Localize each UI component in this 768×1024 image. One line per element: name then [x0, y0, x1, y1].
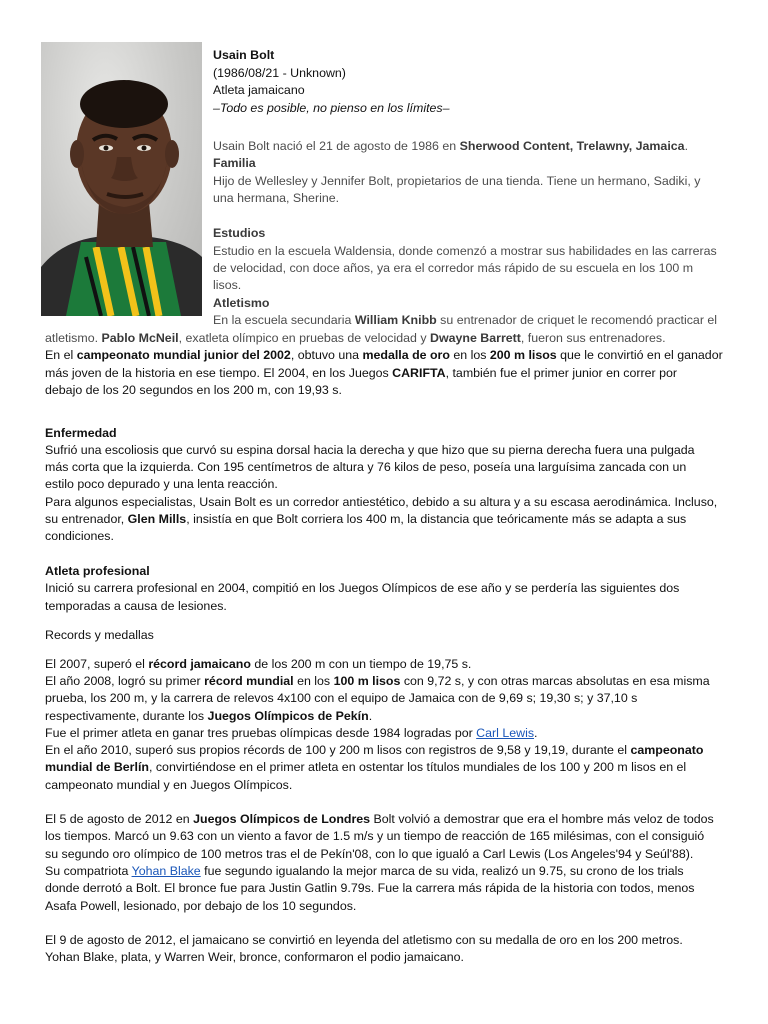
records-line: En el año 2010, superó sus propios récords de 100 y 200 m lisos con registros de 9,58 y 19,19, durante el campeonato: [45, 743, 704, 757]
athlete-photo: [41, 42, 202, 316]
enfermedad-line: Para algunos especialistas, Usain Bolt es un corredor antiestético, debido a su altura y a su escasa aerodinámica. Incluso,: [45, 495, 718, 509]
records-line: El año 2008, logró su primer récord mundial en los 100 m lisos con 9,72 s, y con otras marcas absolutas en esa misma: [45, 674, 710, 688]
enfermedad-line: condiciones.: [45, 529, 114, 543]
enfermedad-line: estilo poco depurado y una lenta reacción.: [45, 477, 278, 491]
records-heading: Records y medallas: [45, 628, 154, 642]
londres-line: El 5 de agosto de 2012 en Juegos Olímpicos de Londres Bolt volvió a demostrar que era el hombre más veloz de todos: [45, 812, 714, 826]
enfermedad-line: Sufrió una escoliosis que curvó su espina dorsal hacia la derecha y que hizo que su pierna derecha fuera una pulgada: [45, 443, 695, 457]
enfermedad-line: más corta que la izquierda. Con 195 centímetros de altura y 76 kilos de peso, poseía una larguísima zancada con un: [45, 460, 687, 474]
enfermedad-line: su entrenador, Glen Mills, insistía en que Bolt corriera los 400 m, la distancia que teóricamente más se adapta a sus: [45, 512, 687, 526]
atletismo-line: En el campeonato mundial junior del 2002, obtuvo una medalla de oro en los 200 m lisos que le convirtió en el ganador: [45, 348, 723, 362]
profile-description: Atleta jamaicano: [213, 83, 305, 97]
records-line: mundial de Berlín, convirtiéndose en el primer atleta en ostentar los títulos mundiales de los 100 y 200 m lisos en el: [45, 760, 687, 774]
londres-line: los tiempos. Marcó un 9.63 con un viento a favor de 1.5 m/s y un tiempo de reacción de 165 milésimas, con el consiguió: [45, 829, 705, 843]
atletismo-heading: Atletismo: [213, 296, 270, 310]
londres-line: Asafa Powell, lesionado, por debajo de los 10 segundos.: [45, 899, 357, 913]
familia-line: una hermana, Sherine.: [213, 191, 340, 205]
enfermedad-heading: Enfermedad: [45, 426, 117, 440]
profesional-heading: Atleta profesional: [45, 564, 150, 578]
familia-heading: Familia: [213, 156, 256, 170]
intro-text: Usain Bolt nació el 21 de agosto de 1986 en Sherwood Content, Trelawny, Jamaica.: [213, 139, 689, 153]
atletismo-line: debajo de los 20 segundos en los 200 m, con 19,93 s.: [45, 383, 342, 397]
records-line: respectivamente, durante los Juegos Olímpicos de Pekín.: [45, 709, 373, 723]
carl-lewis-link[interactable]: Carl Lewis: [476, 726, 535, 740]
final-line: Yohan Blake, plata, y Warren Weir, bronce, conformaron el podio jamaicano.: [45, 950, 464, 964]
profile-name: Usain Bolt: [213, 48, 275, 62]
profesional-line: Inició su carrera profesional en 2004, compitió en los Juegos Olímpicos de ese año y se perdería las siguientes dos: [45, 581, 680, 595]
londres-line: Su compatriota Yohan Blake fue segundo igualando la mejor marca de su vida, realizó un 9.75, su crono de los trials: [45, 864, 684, 878]
atletismo-line: más joven de la historia en ese tiempo. El 2004, en los Juegos CARIFTA, también fue el primer junior en correr por: [45, 366, 678, 380]
records-line: prueba, los 200 m, y la carrera de relevos 4x100 con el equipo de Jamaica con de 9,69 s; 19,30 s; y 37,10 s: [45, 691, 638, 705]
atletismo-line: atletismo. Pablo McNeil, exatleta olímpico en pruebas de velocidad y Dwayne Barrett, fueron sus entrenadores.: [45, 331, 666, 345]
estudios-heading: Estudios: [213, 226, 266, 240]
estudios-line: Estudio en la escuela Waldensia, donde comenzó a mostrar sus habilidades en las carreras: [213, 244, 717, 258]
atletismo-line: En la escuela secundaria William Knibb su entrenador de criquet le recomendó practicar el: [213, 313, 718, 327]
records-line: Fue el primer atleta en ganar tres pruebas olímpicas desde 1984 logradas por Carl Lewis.: [45, 726, 538, 740]
familia-line: Hijo de Wellesley y Jennifer Bolt, propietarios de una tienda. Tiene un hermano, Sadiki, y: [213, 174, 701, 188]
profile-dates: (1986/08/21 - Unknown): [213, 66, 346, 80]
estudios-line: lisos.: [213, 278, 242, 292]
yohan-blake-link[interactable]: Yohan Blake: [131, 864, 201, 878]
final-line: El 9 de agosto de 2012, el jamaicano se convirtió en leyenda del atletismo con su medalla de oro en los 200 metros.: [45, 933, 683, 947]
londres-line: donde derrotó a Bolt. El bronce fue para Justin Gatlin 9.79s. Fue la carrera más rápida de la historia con todos, menos: [45, 881, 695, 895]
records-line: El 2007, superó el récord jamaicano de los 200 m con un tiempo de 19,75 s.: [45, 657, 472, 671]
profesional-line: temporadas a causa de lesiones.: [45, 599, 227, 613]
estudios-line: de velocidad, con doce años, ya era el corredor más rápido de su escuela en los 100 m: [213, 261, 694, 275]
profile-quote: –Todo es posible, no pienso en los límites–: [213, 101, 450, 115]
londres-line: su segundo oro olímpico de 100 metros tras el de Pekín'08, con lo que igualó a Carl Lewis (Los Angeles'94 y Seúl'88).: [45, 847, 694, 861]
records-line: campeonato mundial y en Juegos Olímpicos.: [45, 778, 293, 792]
